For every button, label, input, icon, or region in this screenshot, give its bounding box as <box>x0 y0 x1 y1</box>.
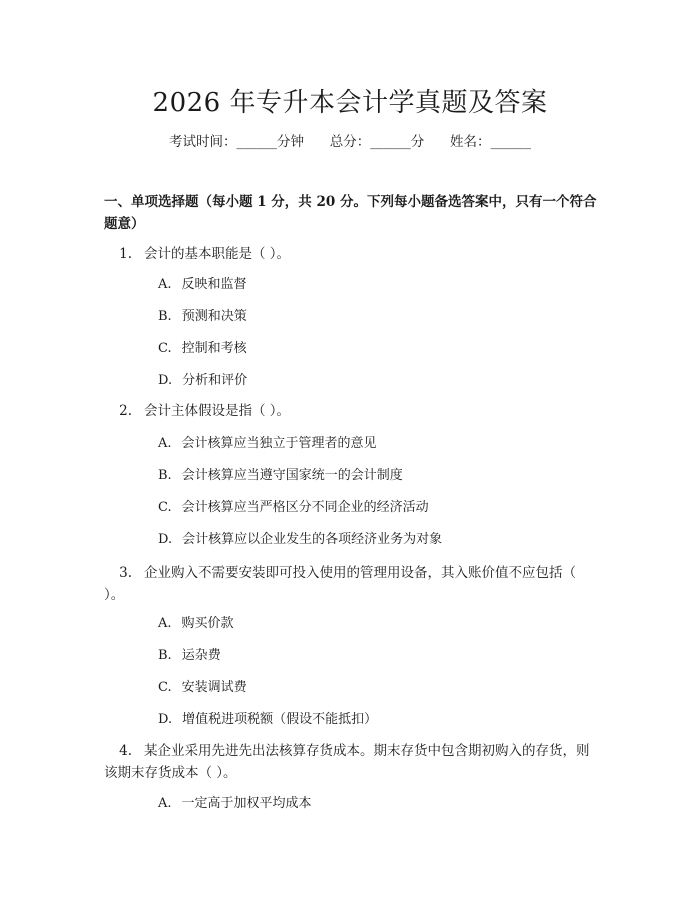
option-text: 安装调试费 <box>181 680 247 695</box>
question-number: 2. <box>119 403 132 419</box>
question-text: 会计主体假设是指（ ）。 <box>144 403 291 419</box>
option-2a <box>158 434 598 454</box>
question-1 <box>104 243 600 265</box>
option-letter: C. <box>158 500 172 515</box>
option-letter: B. <box>158 309 172 324</box>
option-4a <box>158 794 598 814</box>
option-letter: D. <box>158 712 173 727</box>
option-2d <box>158 530 598 550</box>
option-letter: A. <box>158 436 172 451</box>
option-text: 增值税进项税额（假设不能抵扣） <box>182 712 378 727</box>
option-3c <box>158 678 598 698</box>
question-text: 某企业采用先进先出法核算存货成本。期末存货中包含期初购入的存货，则该期末存货成本（ ）。 <box>104 743 590 781</box>
option-text: 会计核算应以企业发生的各项经济业务为对象 <box>182 532 443 547</box>
question-3 <box>104 562 600 606</box>
option-letter: C. <box>158 680 172 695</box>
option-text: 运杂费 <box>181 648 221 663</box>
option-text: 反映和监督 <box>181 277 247 292</box>
option-text: 会计核算应当独立于管理者的意见 <box>181 436 377 451</box>
option-text: 控制和考核 <box>181 341 247 356</box>
option-letter: C. <box>158 341 172 356</box>
page-title: 2026 年专升本会计学真题及答案 <box>152 88 548 118</box>
option-letter: A. <box>158 616 172 631</box>
question-number: 3. <box>119 565 132 581</box>
question-text: 企业购入不需要安装即可投入使用的管理用设备，其入账价值不应包括（ ）。 <box>104 565 576 603</box>
option-text: 一定高于加权平均成本 <box>181 796 312 811</box>
option-text: 预测和决策 <box>181 309 247 324</box>
option-text: 会计核算应当严格区分不同企业的经济活动 <box>181 500 429 515</box>
question-number: 4. <box>119 743 132 759</box>
option-letter: D. <box>158 373 173 388</box>
option-1c <box>158 339 598 359</box>
question-2 <box>104 400 600 422</box>
option-3a <box>158 614 598 634</box>
option-1b <box>158 307 598 327</box>
option-letter: B. <box>158 648 172 663</box>
option-2b <box>158 466 598 486</box>
option-1d <box>158 371 598 391</box>
option-letter: D. <box>158 532 173 547</box>
question-4 <box>104 740 600 784</box>
section-heading-single-choice: 一、单项选择题（每小题 1 分，共 20 分。下列每小题备选答案中，只有一个符合题意） <box>104 194 597 232</box>
exam-info-line: 考试时间：______分钟 总分：______分 姓名：______ <box>169 134 531 150</box>
option-3b <box>158 646 598 666</box>
option-text: 分析和评价 <box>182 373 248 388</box>
question-text: 会计的基本职能是（ ）。 <box>144 246 291 262</box>
option-3d <box>158 710 598 730</box>
option-letter: A. <box>158 277 172 292</box>
option-letter: B. <box>158 468 172 483</box>
option-letter: A. <box>158 796 172 811</box>
option-text: 会计核算应当遵守国家统一的会计制度 <box>181 468 403 483</box>
option-2c <box>158 498 598 518</box>
option-text: 购买价款 <box>181 616 234 631</box>
option-1a <box>158 275 598 295</box>
question-number: 1. <box>119 246 132 262</box>
